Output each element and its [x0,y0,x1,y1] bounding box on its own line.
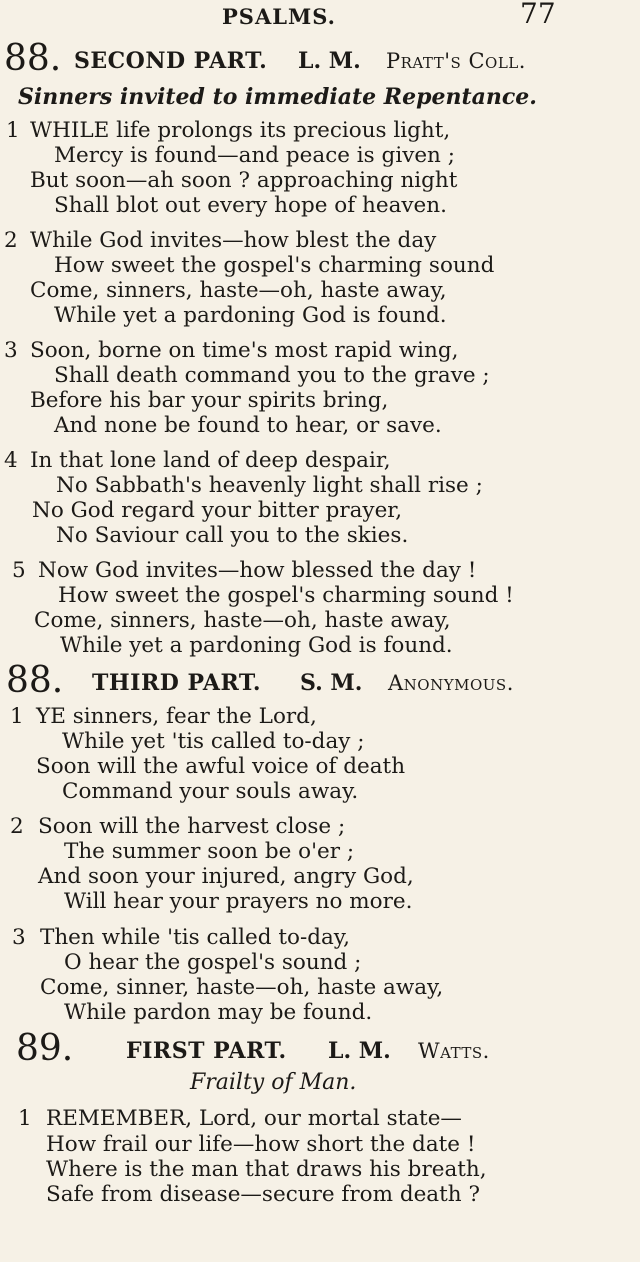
hymn-heading [0,1028,640,1068]
verse-line: No Sabbath's heavenly light shall rise ; [56,473,483,498]
verse-line: WHILE life prolongs its precious light, [30,118,451,143]
verse-number: 3 [4,338,18,363]
hymn-author: Watts. [418,1039,490,1063]
hymn-author: Pratt's Coll. [386,49,526,73]
verse-number: 4 [4,448,18,473]
running-head [0,0,640,34]
hymn-number: 89. [16,1028,74,1069]
verse-line: Will hear your prayers no more. [64,889,413,914]
verse-line: How frail our life—how short the date ! [46,1132,476,1157]
verse-line: O hear the gospel's sound ; [64,950,362,975]
verse-line: Before his bar your spirits bring, [30,388,389,413]
hymn-part: SECOND PART. [74,48,268,74]
hymn-subtitle: Sinners invited to immediate Repentance. [18,84,537,110]
verse-line: How sweet the gospel's charming sound [54,253,495,278]
verse-line: While yet 'tis called to-day ; [62,729,365,754]
hymn-meter: S. M. [300,670,363,696]
verse-line: No Saviour call you to the skies. [56,523,409,548]
verse-number: 2 [10,814,24,839]
verse-line: Now God invites—how blessed the day ! [38,558,477,583]
hymn-meter: L. M. [298,48,361,74]
hymn-author: Anonymous. [388,671,514,695]
hymn-heading [0,660,640,700]
running-title: PSALMS. [222,4,336,29]
verse-number: 3 [12,925,26,950]
verse-line: And none be found to hear, or save. [54,413,442,438]
verse-line: While pardon may be found. [64,1000,373,1025]
verse-number: 1 [6,118,20,143]
verse-line: While yet a pardoning God is found. [54,303,447,328]
verse-line: While God invites—how blest the day [30,228,437,253]
verse-number: 1 [10,704,24,729]
verse-line: Shall death command you to the grave ; [54,363,490,388]
verse-line: REMEMBER, Lord, our mortal state— [46,1106,462,1131]
hymn-subtitle: Frailty of Man. [190,1070,357,1095]
verse-line: Shall blot out every hope of heaven. [54,193,447,218]
verse-line: Soon will the harvest close ; [38,814,346,839]
hymn-heading [0,38,640,78]
verse-line: In that lone land of deep despair, [30,448,391,473]
verse-line: How sweet the gospel's charming sound ! [58,583,514,608]
verse-line: No God regard your bitter prayer, [32,498,403,523]
verse-number: 5 [12,558,26,583]
hymn-number: 88. [6,660,64,701]
verse-line: And soon your injured, angry God, [38,864,414,889]
verse-line: Then while 'tis called to-day, [40,925,350,950]
verse-line: The summer soon be o'er ; [64,839,355,864]
verse-line: Mercy is found—and peace is given ; [54,143,455,168]
verse-line: Come, sinners, haste—oh, haste away, [30,278,447,303]
verse-line: YE sinners, fear the Lord, [36,704,317,729]
verse-line: Come, sinners, haste—oh, haste away, [34,608,451,633]
verse-line: Soon, borne on time's most rapid wing, [30,338,459,363]
verse-number: 1 [18,1106,32,1131]
hymn-number: 88. [4,38,62,79]
verse-line: Soon will the awful voice of death [36,754,406,779]
verse-line: While yet a pardoning God is found. [60,633,453,658]
verse-number: 2 [4,228,18,253]
page-number: 77 [520,0,556,30]
verse-line: Command your souls away. [62,779,359,804]
hymn-part: FIRST PART. [126,1038,287,1064]
hymn-part: THIRD PART. [92,670,262,696]
hymn-meter: L. M. [328,1038,391,1064]
verse-line: But soon—ah soon ? approaching night [30,168,458,193]
verse-line: Safe from disease—secure from death ? [46,1182,480,1207]
verse-line: Where is the man that draws his breath, [46,1157,487,1182]
verse-line: Come, sinner, haste—oh, haste away, [40,975,444,1000]
